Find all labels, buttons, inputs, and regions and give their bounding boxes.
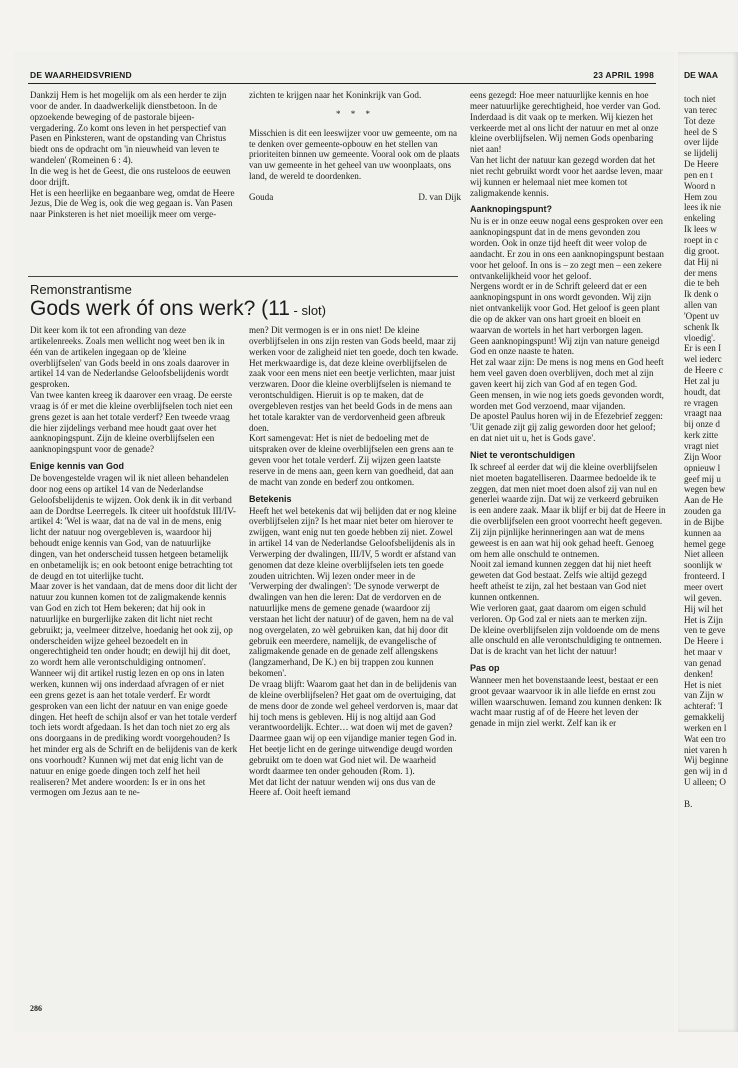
column-1-top (30, 90, 238, 220)
next-page-line: Tot deze (684, 115, 715, 126)
next-page-line: Wat een tro (684, 733, 726, 744)
next-page-line: se lijdelij (684, 148, 718, 159)
signature-place: Gouda (249, 191, 274, 202)
next-page-line: over lijde (684, 137, 719, 148)
next-page-line: Er is een I (684, 343, 722, 354)
next-page-line (684, 788, 738, 799)
paragraph: De kleine overblijfselen zijn voldoende om de mens alle onschuld en alle verontschuldiging te ontnemen. Dat is de kracht van het licht der natuur! (470, 624, 662, 657)
paragraph: De apostel Paulus horen wij in de Efezebrief zeggen: 'Uit genade zijt gij zalig geworden door het geloof; en dat niet uit u, het is Gods gave'. (470, 411, 663, 444)
next-page-line: kerk zitte (684, 430, 719, 441)
next-page-line: kunnen aa (684, 527, 722, 538)
next-page-line: vragt niet (684, 441, 719, 451)
next-page-line: heel de S (684, 126, 718, 137)
next-page-line: fronteerd. I (684, 571, 725, 582)
next-page-line: de Heere c (684, 365, 723, 376)
paragraph: Heeft het wel betekenis dat wij belijden dat er nog kleine overblijfselen zijn? Is het maar niet beter om hierover te zwijgen, want enig nut ten goede hebben zij niet. Zowel in artikel 14 van de Nederlandse Geloofsbelijdenis als in Verwerping der dwalingen, III/IV, 5 wordt er afstand van genomen dat deze kleine overblijfselen iets ten goede zouden uitrichten. Wij lezen onder meer in de 'Verwerping der dwalingen': 'De synode verwerpt de dwalingen van hen die leren: Dat de verdorven en de natuurlijke mens de gemene genade (waardoor zij verstaan het licht der natuur) of de gaven, hem na de val nog overgelaten, zo wèl gebruiken kan, dat hij door dit gebruik een meerdere, namelijk, de evangelische of zaligmakende genade en de genade zelf allengskens (langzamerhand, De K.) en bij trappen zou kunnen bekomen'. (249, 505, 457, 679)
next-page-line: die te beh (684, 278, 720, 289)
article-section: Remonstrantisme (30, 282, 132, 297)
paragraph: Het is een heerlijke en begaanbare weg, omdat de Heere Jezus, Die de Weg is, ook die weg gegaan is. Van Pasen naar Pinksteren is het niet moeilijk meer om verge- (30, 187, 235, 220)
next-page-line: vraagt naa (684, 408, 722, 419)
subheading: Pas op (470, 663, 500, 674)
next-page-line: roept in c (684, 234, 719, 245)
next-page-line: vloedig'. (684, 332, 716, 343)
next-page-line: Woord n (684, 180, 716, 191)
paragraph: Van het licht der natuur kan gezegd worden dat het niet recht gebruikt wordt voor het aardse leven, maar wij kunnen er helemaal niet mee komen tot zaligmakende kennis. (470, 155, 663, 198)
paragraph: Nergens wordt er in de Schrift geleerd dat er een aanknopingspunt in ons wordt gevonden. Wij zijn niet ontvankelijk voor God. Het geloof is geen plant die op de akker van ons hart groeit en bloeit en waarvan de wortels in het hart verborgen lagen. (470, 281, 660, 335)
next-page-column (684, 94, 738, 810)
next-page-line: soonlijk w (684, 560, 723, 571)
signature-line (249, 192, 461, 203)
paragraph: Van twee kanten kreeg ik daarover een vraag. De eerste vraag is óf er met die kleine overblijfselen toch niet een grens gezet is aan het totale verderf? Een tweede vraag die hier zijdelings verband mee houdt gaat over het aanknopingspunt. Zijn de kleine overblijfselen een aanknopingspunt voor de genade? (30, 390, 233, 455)
next-page-line: Aan de He (684, 495, 723, 506)
next-page-line: Ik lees w (684, 224, 717, 235)
subheading: Aanknopingspunt? (470, 204, 552, 215)
next-page-line: geef mij u (684, 473, 721, 484)
next-page-header: DE WAA (684, 70, 718, 80)
paragraph: Nu is er in onze eeuw nogal eens gesproken over een aanknopingspunt dat in de mens gevonden zou worden. Ook in onze tijd heeft dit weer volop de aandacht. Er zou in ons een aanknopingspunt bestaan voor het geloof. In ons is – zo zegt men – een zekere ontvankelijkheid voor het geloof. (470, 216, 664, 281)
publication-date: 23 APRIL 1998 (593, 70, 654, 80)
next-page-line: opnieuw l (684, 462, 721, 473)
paragraph: Dankzij Hem is het mogelijk om als een herder te zijn voor de ander. In daadwerkelijk dienstbetoon. In de opzoekende beweging of de pastorale bijeen-vergadering. Zo komt ons leven in het perspectief van Pasen en Pinksteren, want de opstanding van Christus biedt ons de opdracht om 'in nieuwheid van leven te wandelen' (Romeinen 6 : 4). (30, 90, 227, 166)
subheading: Enige kennis van God (30, 461, 125, 472)
paragraph: Het merkwaardige is, dat deze kleine overblijfselen de zaak voor een mens niet een beetje verlichten, maar juist verzwaren. Door die kleine overblijfselen is niemand te verontschuldigen. Hieruit is op te maken, dat de overgebleven restjes van het beeld Gods in de mens aan het totale karakter van de verdorvenheid geen afbreuk doen. (249, 357, 456, 433)
paragraph: Wie verloren gaat, gaat daarom om eigen schuld verloren. Op God zal er niets aan te merken zijn. (470, 602, 648, 624)
next-page-line: dat Hij ni (684, 256, 719, 267)
next-page-line: Hij wil het (684, 603, 723, 614)
paragraph: Kort samengevat: Het is niet de bedoeling met de uitspraken over de kleine overblijfselen een grens aan te geven voor het totale verderf. Zij wijzen geen laatste reserve in de mens aan, geen kern van goedheid, dat aan de macht van zonde en bederf zou ontkomen. (249, 433, 454, 487)
article-title-main: Gods werk óf ons werk? (11 (30, 297, 290, 320)
next-page-line: van genad (684, 657, 722, 668)
next-page-line: meer overt (684, 581, 724, 592)
next-page-line: Ik denk o (684, 289, 719, 300)
paragraph: Ik schreef al eerder dat wij die kleine overblijfselen niet moeten bagatelliseren. Daarmee bedoelde ik te zeggen, dat men niet moet doen alsof zij van nul en generlei waarde zijn. Dat wij ze verkeerd gebruiken is een andere zaak. Maar ik blijf er bij dat de Heere in die overblijfselen een groot voorrecht heeft gegeven. Zij zijn pijnlijke herinneringen aan wat de mens geweest is en aan wat hij ook gehad heeft. Genoeg om hem alle onschuld te ontnemen. (470, 461, 666, 559)
paragraph: Nooit zal iemand kunnen zeggen dat hij niet heeft geweten dat God bestaat. Zelfs wie altijd gezegd heeft atheïst te zijn, zal het bestaan van God niet kunnen ontkennen. (470, 559, 652, 602)
paragraph: Geen mensen, in wie nog iets goeds gevonden wordt, worden met God verzoend, maar vijanden. (470, 389, 664, 411)
paragraph: Met dat licht der natuur wenden wij ons dus van de Heere af. Ooit heeft iemand (249, 776, 436, 798)
next-page-line: niet varen h (684, 744, 727, 755)
next-page-line: der mens (684, 267, 718, 278)
page-number: 286 (30, 1004, 42, 1013)
next-page-line: toch niet (684, 94, 716, 104)
next-page-line: U alleen; O (684, 777, 726, 788)
next-page-line: schenk Ik (684, 321, 720, 332)
next-page-line: van Zijn w (684, 690, 724, 701)
publication-name: DE WAARHEIDSVRIEND (30, 70, 132, 80)
next-page-line: bij onze d (684, 419, 720, 430)
paragraph: Wanneer wij dit artikel rustig lezen en op ons in laten werken, kunnen wij ons inderdaad afvragen of er niet een grens gezet is aan het totale verderf. Er wordt gesproken van een licht der natuur en van enige goede dingen. Het heeft de schijn alsof er van het totale verderf toch iets wordt afgedaan. Is het dan toch niet zo erg als ons doorgaans in de prediking wordt voorgehouden? Is het minder erg als de Schrift en de belijdenis van de kerk ons voorhoudt? Kunnen wij met dat enig licht van de natuur en enige goede dingen toch zelf het heil realiseren? Met andere woorden: Is er in ons het vermogen om Jezus aan te ne- (30, 668, 238, 798)
next-page-line: hemel gege (684, 538, 726, 549)
next-page-line: zouden ga (684, 506, 722, 517)
column-1 (30, 325, 238, 798)
next-page-sheet (678, 52, 738, 1032)
next-page-line: ven te geve (684, 625, 726, 636)
next-page-line: Het zal ju (684, 375, 720, 386)
next-page-line: houdt, dat (684, 386, 721, 397)
paragraph: Dit keer kom ik tot een afronding van deze artikelenreeks. Zoals men wellicht nog weet ben ik in één van de artikelen ingegaan op de 'kleine overblijfselen' van Gods beeld in ons zoals daarover in artikel 14 van de Nederlandse Geloofsbelijdenis wordt gesproken. (30, 325, 230, 390)
next-page-line: B. (684, 798, 693, 809)
next-page-line: lees ik nie (684, 202, 721, 213)
next-page-line: De Heere i (684, 636, 724, 647)
next-page-line: het maar v (684, 647, 723, 658)
signature-author: D. van Dijk (418, 191, 461, 202)
next-page-line: Wij beginne (684, 755, 729, 766)
next-page-line: in de Bijbe (684, 516, 724, 527)
paragraph: eens gezegd: Hoe meer natuurlijke kennis en hoe meer natuurlijke gerechtigheid, hoe verder van God. Inderdaad is dit vaak op te merken. Wij kiezen het verkeerde met al ons licht der natuur en met al onze kleine overblijfselen. Wij nemen Gods openbaring niet aan! (470, 90, 661, 155)
article-title-suffix: - slot) (289, 303, 327, 318)
next-page-line: Zijn Woor (684, 451, 722, 462)
next-page-line: wegen bew (684, 484, 726, 495)
running-header (14, 68, 674, 82)
closing-line: zichten te krijgen naar het Koninkrijk van God. (249, 90, 422, 100)
next-page-line: wel iederc (684, 354, 722, 365)
page-sheet (14, 52, 674, 1032)
column-2-top (249, 90, 461, 203)
next-page-line: enkeling (684, 213, 716, 224)
next-page-line: pen en t (684, 169, 713, 180)
subheading: Niet te verontschuldigen (470, 450, 576, 460)
next-page-line: Het is Zijn (684, 614, 723, 625)
next-page-line: re vragen (684, 397, 719, 408)
header-rule (28, 83, 656, 84)
next-page-line: dig groot. (684, 245, 720, 256)
next-page-line: De Heere (684, 159, 719, 170)
next-page-line: 'Opent uv (684, 310, 720, 321)
next-page-line: Het is niet (684, 679, 722, 690)
next-page-line: wil geven. (684, 592, 722, 603)
next-page-line: Hem zou (684, 191, 718, 202)
paragraph: Maar zover is het vandaan, dat de mens door dit licht der natuur zou kunnen komen tot de zaligmakende kennis van God en zich tot Hem bekeren; dat hij ook in natuurlijke en burgerlijke zaken dit licht niet recht gebruikt; ja, veelmeer ditzelve, hoedanig het ook zij, op onderscheiden wijze geheel bezoedelt en in ongerechtigheid ten onder houdt; en dewijl hij dit doet, zo wordt hem alle verontschuldiging ontnomen'. (30, 581, 238, 668)
paragraph: De vraag blijft: Waarom gaat het dan in de belijdenis van de kleine overblijfselen? Het gaat om de overtuiging, dat de mens door de zonde wel geheel verdorven is, maar dat hij toch mens is gebleven. Hij is nog altijd aan God verantwoordelijk. Echter… wat doen wij met de gaven? Daarmee gaan wij op een vijandige manier tegen God in. Het beetje licht en de geringe uitwendige deugd worden gebruikt om te doen wat God niet wil. De waarheid wordt daarmee ten onder gehouden (Rom. 1). (249, 679, 458, 776)
section-divider: * * * (336, 108, 374, 119)
column-3 (470, 90, 666, 729)
paragraph: Geen aanknopingspunt! Wij zijn van nature geneigd God en onze naaste te haten. (470, 335, 660, 357)
paragraph: In die weg is het de Geest, die ons rusteloos de eeuwen door drijft. (30, 165, 231, 187)
paragraph: Het zal waar zijn: De mens is nog mens en God heeft hem veel gaven doen overblijven, doch met al zijn gaven keert hij zich van God af en tegen God. (470, 357, 664, 389)
next-page-line: denken! (684, 668, 714, 679)
next-page-line: gen wij in d (684, 766, 728, 777)
next-page-line: van terec (684, 104, 718, 115)
closing-paragraph: Misschien is dit een leeswijzer voor uw gemeente, om na te denken over gemeente-opbouw en het stellen van prioriteiten binnen uw gemeente. Vooral ook om de plaats van uw gemeente in het geheel van uw woonplaats, ons land, de wereld te doordenken. (249, 127, 460, 182)
next-page-line: Niet alleen (684, 549, 724, 560)
paragraph: men? Dit vermogen is er in ons niet! De kleine overblijfselen in ons zijn resten van Gods beeld, maar zij werken voor de zaligheid niet ten goede, doch ten kwade. (249, 325, 459, 357)
article-rule (28, 276, 458, 277)
subheading: Betekenis (249, 493, 292, 504)
next-page-line: werken en l (684, 722, 727, 733)
next-page-line: achteraf: 'I (684, 701, 723, 712)
article-title (30, 297, 326, 323)
next-page-line: allen van (684, 300, 718, 311)
paragraph: Wanneer men het bovenstaande leest, bestaat er een groot gevaar waarvoor ik in alle liefde en ernst zou willen waarschuwen. Iemand zou kunnen denken: Ik wacht maar rustig af of de Heere het leven der genade in mijn ziel werkt. Zelf kan ik er (470, 674, 662, 729)
next-page-line: gemakkelij (684, 712, 725, 723)
paragraph: De bovengestelde vragen wil ik niet alleen behandelen door nog eens op artikel 14 van de Nederlandse Geloofsbelijdenis te wijzen. Ook denk ik in dit verband aan de Dordtse Leerregels. Ik citeer uit hoofdstuk III/IV-artikel 4: 'Wel is waar, dat na de val in de mens, enig licht der natuur nog overgebleven is, waardoor hij behoudt enige kennis van God, van de natuurlijke dingen, van het onderscheid tussen hetgeen betamelijk en onbetamelijk is; en ook betoont enige betrachting tot de deugd en tot uiterlijke tucht. (30, 472, 236, 581)
column-2 (249, 325, 459, 798)
